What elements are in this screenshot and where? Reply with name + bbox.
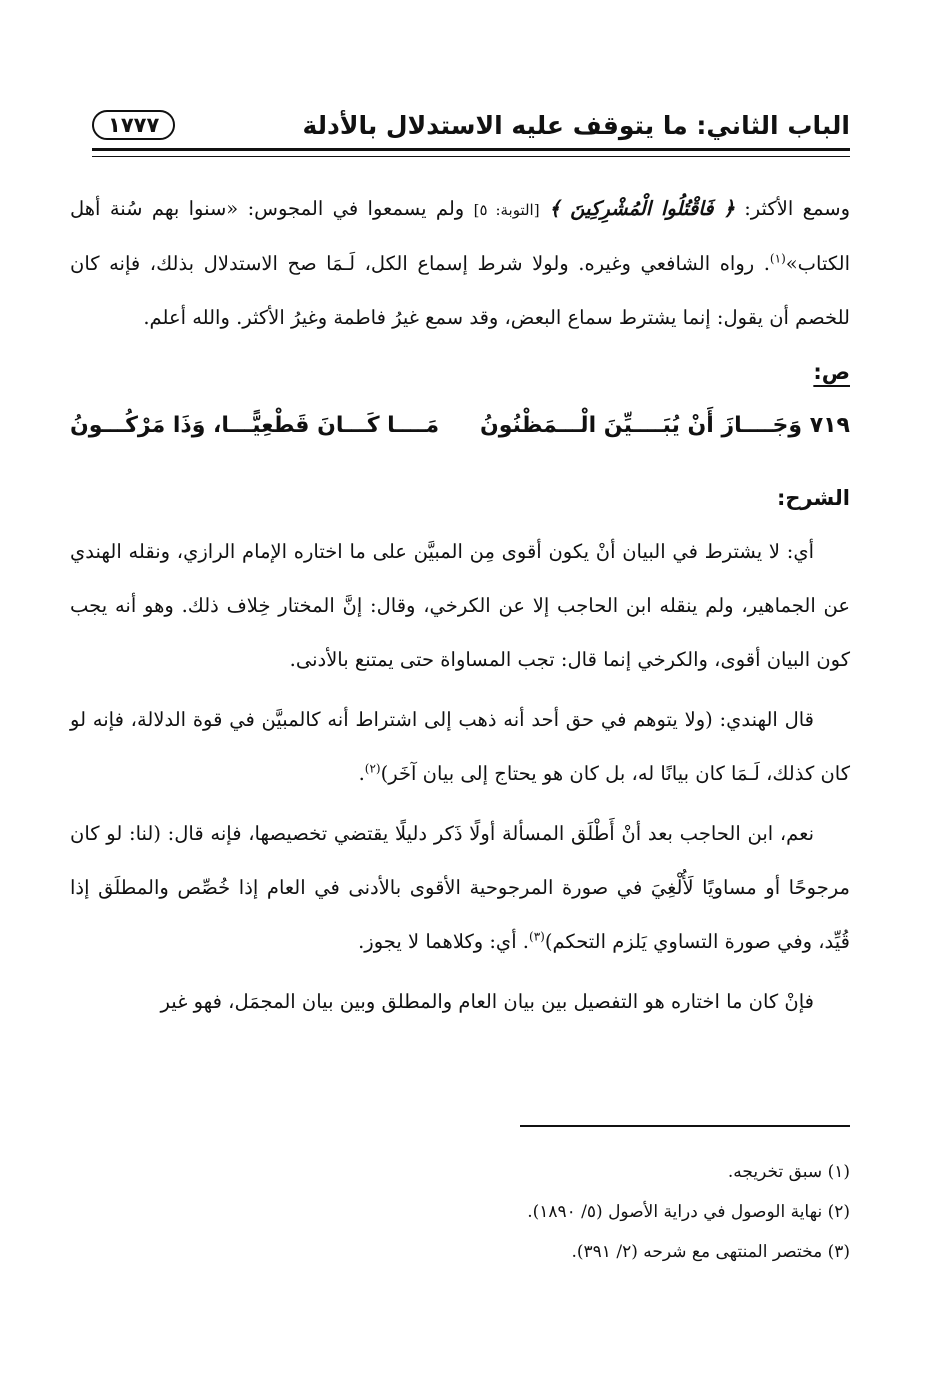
paragraph-text: أي: لا يشترط في البيان أنْ يكون أقوى مِن المبيَّن على ما اختاره الإمام الرازي، ونقله الهندي عن الجماهير، ولم ينقله ابن الحاجب إلا عن الكرخي، وقال: إنَّ المختار خِلاف ذلك. وهو أنه يجب كون البيان أقوى، والكرخي إنما قال: تجب المساواة حتى يمتنع بالأدنى. <box>70 540 850 671</box>
intro-rest: ولم يسمعوا في المجوس: «سنوا بهم سُنة أهل الكتاب» <box>70 197 850 275</box>
footnotes <box>70 1152 850 1272</box>
paragraph-tail: . أي: وكلاهما لا يجوز. <box>358 930 530 953</box>
sharh-paragraph-2 <box>70 693 850 801</box>
quran-verse: ﴿ فَاقْتُلُوا الْمُشْرِكِينَ ﴾ <box>548 197 735 220</box>
footnote-3: (٣) مختصر المنتهى مع شرحه (٢/ ٣٩١). <box>571 1242 850 1262</box>
footnote-marker-2: (٢) <box>364 761 381 776</box>
paragraph-text: فإنْ كان ما اختاره هو التفصيل بين بيان العام والمطلق وبين بيان المجمَل، فهو غير <box>160 990 814 1013</box>
main-text <box>70 182 850 1035</box>
paragraph-text: نعم، ابن الحاجب بعد أنْ أَطْلَق المسألة أولًا ذَكر دليلًا يقتضي تخصيصها، فإنه قال: (لنا: لو كان مرجوحًا أو مساويًا لَأُلْغِيَ في صورة المرجوحية الأقوى بالأدنى في العام إذا خُصِّص والمطلَق إذا قُيِّد، وفي صورة التساوي يَلزم التحكم) <box>70 822 850 953</box>
matn-label: ص: <box>813 360 850 384</box>
verse-second-hemistich: مَــــا كَـــانَ قَطْعِيًّـــا، وَذَا مَرْكُـــونُ <box>70 413 440 438</box>
book-page <box>70 0 850 1392</box>
running-header <box>70 105 850 145</box>
chapter-title: الباب الثاني: ما يتوقف عليه الاستدلال بالأدلة <box>302 110 850 140</box>
sharh-paragraph-3 <box>70 807 850 969</box>
sharh-paragraph-1 <box>70 525 850 687</box>
quran-reference: [التوبة: ٥] <box>473 201 540 219</box>
footnote-2: (٢) نهاية الوصول في دراية الأصول (٥/ ١٨٩٠). <box>527 1202 850 1222</box>
intro-start: وسمع الأكثر: <box>744 197 850 220</box>
intro-continuation: . رواه الشافعي وغيره. ولولا شرط إسماع الكل، لَـمَا صح الاستدلال بذلك، فإنه كان للخصم أن يقول: إنما يشترط سماع البعض، وقد سمع غيرُ فاطمة وغيرُ الأكثر. والله أعلم. <box>70 252 850 329</box>
sharh-paragraph-4 <box>70 975 850 1029</box>
paragraph-tail: . <box>358 762 365 785</box>
paragraph-text: قال الهندي: (ولا يتوهم في حق أحد أنه ذهب إلى اشتراط أنه كالمبيَّن في قوة الدلالة، فإنه لو كان كذلك، لَـمَا كان بيانًا له، بل كان هو يحتاج إلى بيان آخَر) <box>70 708 850 785</box>
verse-first-hemistich: ٧١٩ وَجَــــازَ أَنْ يُبَــــيِّنَ الْـــمَظْنُونُ <box>480 413 850 438</box>
header-rule-thick <box>92 148 850 151</box>
footnote-marker-1: (١) <box>769 251 786 266</box>
footnote-marker-3: (٣) <box>529 929 545 944</box>
poem-verse <box>70 399 850 453</box>
footnote-1: (١) سبق تخريجه. <box>727 1162 850 1182</box>
page-number-badge: ١٧٧٧ <box>92 110 175 140</box>
intro-paragraph <box>70 182 850 345</box>
sharh-label: الشرح: <box>776 486 850 510</box>
header-rule-thin <box>92 156 850 157</box>
footnote-separator <box>520 1125 850 1127</box>
